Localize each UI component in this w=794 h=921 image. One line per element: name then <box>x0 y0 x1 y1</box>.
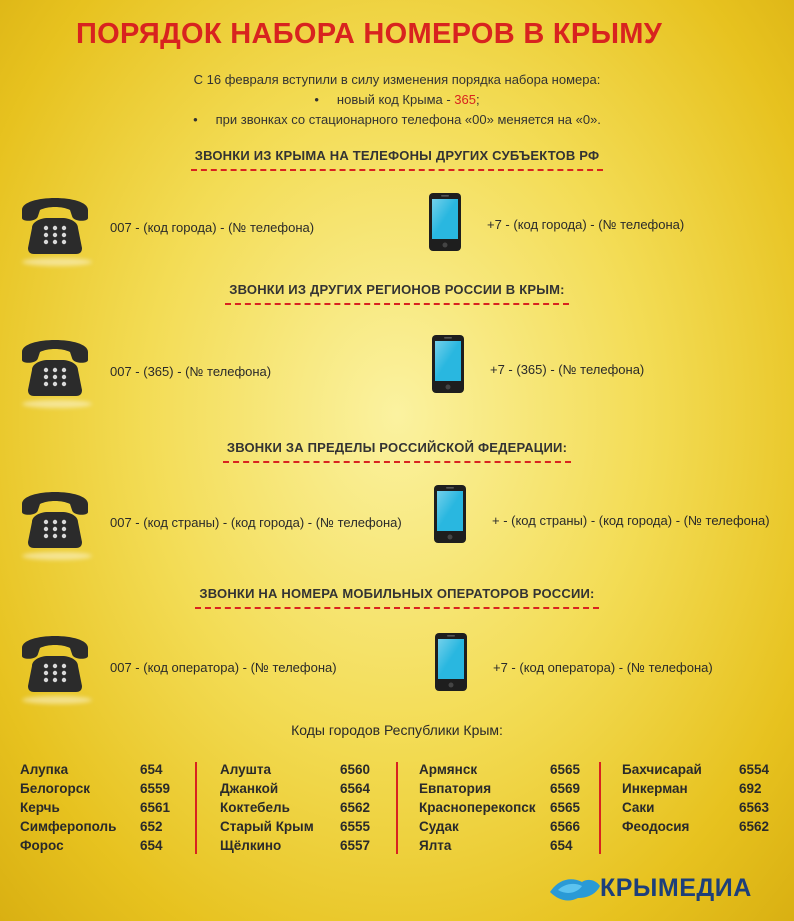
column-divider <box>396 762 398 854</box>
section-heading-2: ЗВОНКИ ИЗ ДРУГИХ РЕГИОНОВ РОССИИ В КРЫМ: <box>0 282 794 305</box>
intro-bullet-2: • при звонках со стационарного телефона «00» меняется на «0». <box>193 112 601 127</box>
landline-code-1: 007 - (код города) - (№ телефона) <box>110 220 315 235</box>
city-row: Алупка 654 <box>20 762 163 777</box>
city-row: Евпатория 6569 <box>419 781 581 796</box>
column-divider <box>195 762 197 854</box>
crimea-code: 365 <box>454 92 476 107</box>
city-row: Щёлкино 6557 <box>220 838 371 853</box>
mobile-phone-icon <box>428 192 462 252</box>
city-row: Симферополь 652 <box>20 819 163 834</box>
city-row: Красноперекопск 6565 <box>419 800 581 815</box>
city-row: Феодосия 6562 <box>622 819 770 834</box>
page-title: ПОРЯДОК НАБОРА НОМЕРОВ В КРЫМУ <box>76 18 663 50</box>
city-row: Керчь 6561 <box>20 800 171 815</box>
city-row: Судак 6566 <box>419 819 581 834</box>
mobile-phone-icon <box>434 632 468 692</box>
city-row: Белогорск 6559 <box>20 781 171 796</box>
intro <box>0 70 794 130</box>
landline-code-2: 007 - (365) - (№ телефона) <box>110 364 272 379</box>
shadow <box>22 552 92 560</box>
bullet-icon: • <box>314 92 319 107</box>
city-row: Саки 6563 <box>622 800 770 815</box>
city-row: Ялта 654 <box>419 838 573 853</box>
mobile-phone-icon <box>431 334 465 394</box>
mobile-code-2: +7 - (365) - (№ телефона) <box>490 362 645 377</box>
city-row: Старый Крым 6555 <box>220 819 371 834</box>
mobile-code-1: +7 - (код города) - (№ телефона) <box>487 217 685 232</box>
mobile-phone-icon <box>433 484 467 544</box>
city-row: Форос 654 <box>20 838 163 853</box>
section-heading-4: ЗВОНКИ НА НОМЕРА МОБИЛЬНЫХ ОПЕРАТОРОВ РОССИИ: <box>0 586 794 609</box>
column-divider <box>599 762 601 854</box>
city-row: Армянск 6565 <box>419 762 581 777</box>
landline-phone-icon <box>18 626 92 696</box>
landline-phone-icon <box>18 188 92 258</box>
city-column-1 <box>20 762 171 857</box>
shadow <box>22 696 92 704</box>
mobile-code-3: + - (код страны) - (код города) - (№ телефона) <box>492 513 770 528</box>
landline-code-3: 007 - (код страны) - (код города) - (№ телефона) <box>110 515 402 530</box>
section-heading-1: ЗВОНКИ ИЗ КРЫМА НА ТЕЛЕФОНЫ ДРУГИХ СУБЪЕКТОВ РФ <box>0 148 794 171</box>
landline-phone-icon <box>18 482 92 552</box>
city-row: Алушта 6560 <box>220 762 371 777</box>
shadow <box>22 400 92 408</box>
city-column-2 <box>220 762 371 857</box>
city-row: Инкерман 692 <box>622 781 762 796</box>
landline-code-4: 007 - (код оператора) - (№ телефона) <box>110 660 337 675</box>
city-row: Коктебель 6562 <box>220 800 371 815</box>
city-row: Бахчисарай 6554 <box>622 762 770 777</box>
intro-bullet-1: • новый код Крыма - 365; <box>314 92 480 107</box>
shadow <box>22 258 92 266</box>
logo: КРЫМЕДИА <box>600 874 752 902</box>
section-heading-3: ЗВОНКИ ЗА ПРЕДЕЛЫ РОССИЙСКОЙ ФЕДЕРАЦИИ: <box>0 440 794 463</box>
landline-phone-icon <box>18 330 92 400</box>
mobile-code-4: +7 - (код оператора) - (№ телефона) <box>493 660 713 675</box>
city-row: Джанкой 6564 <box>220 781 371 796</box>
bullet-icon: • <box>193 112 198 127</box>
cities-title: Коды городов Республики Крым: <box>291 722 503 738</box>
city-column-4 <box>622 762 770 838</box>
city-column-3 <box>419 762 581 857</box>
intro-line: С 16 февраля вступили в силу изменения порядка набора номера: <box>193 72 601 87</box>
